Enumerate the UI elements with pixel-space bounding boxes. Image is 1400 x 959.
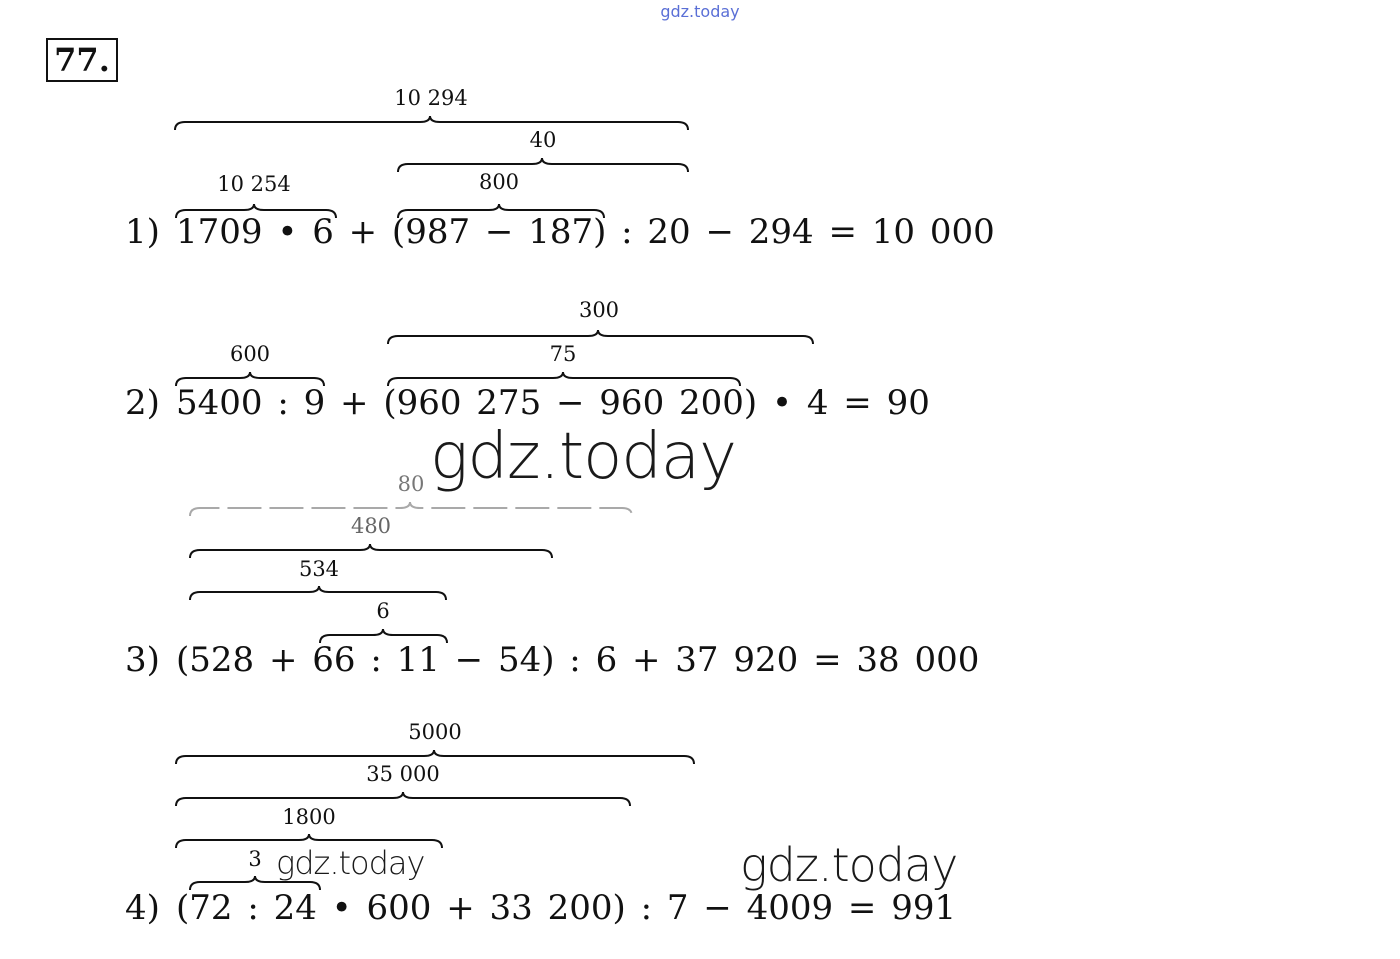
result-p3-difference: 480 — [350, 514, 392, 538]
result-p1-product: 10 254 — [217, 172, 291, 196]
brace-p3-difference — [190, 544, 552, 558]
problem-4-label: 4) — [125, 888, 160, 928]
brace-p2-product — [388, 330, 813, 344]
watermark-top: gdz.today — [660, 2, 740, 21]
result-p4-quotient: 5000 — [408, 720, 462, 744]
result-p2-product: 300 — [578, 298, 620, 322]
brace-p3-quotient — [190, 502, 632, 516]
result-p3-sum: 534 — [298, 557, 340, 581]
problem-3-expression: (528 + 66 : 11 − 54) : 6 + 37 920 = 38 000 — [176, 640, 980, 680]
result-p2-quotient: 600 — [229, 342, 271, 366]
problem-2-label: 2) — [125, 383, 160, 423]
problem-1-label: 1) — [125, 212, 160, 252]
watermark-bottom-left: gdz.today — [276, 844, 425, 882]
result-p4-sum: 35 000 — [366, 762, 440, 786]
brace-p4-sum — [176, 792, 630, 806]
task-number: 77. — [46, 38, 118, 82]
problem-3-label: 3) — [125, 640, 160, 680]
problem-1-expression: 1709 • 6 + (987 − 187) : 20 − 294 = 10 000 — [176, 212, 995, 252]
result-p3-quotient: 80 — [397, 472, 425, 496]
brace-p1-quotient — [398, 158, 688, 172]
result-p2-difference: 75 — [549, 342, 577, 366]
watermark-bottom-right: gdz.today — [740, 838, 958, 892]
brace-p1-total — [175, 116, 688, 130]
result-p4-product: 1800 — [282, 805, 336, 829]
result-p1-difference: 800 — [478, 170, 520, 194]
result-p1-quotient: 40 — [529, 128, 557, 152]
result-p4-inner-quotient: 3 — [248, 847, 262, 871]
problem-2-expression: 5400 : 9 + (960 275 − 960 200) • 4 = 90 — [176, 383, 930, 423]
result-p1-total: 10 294 — [394, 86, 468, 110]
problem-4-expression: (72 : 24 • 600 + 33 200) : 7 − 4009 = 991 — [176, 888, 957, 928]
watermark-middle: gdz.today — [430, 420, 736, 494]
brace-p3-sum — [190, 586, 446, 600]
result-p3-inner-quotient: 6 — [376, 599, 390, 623]
